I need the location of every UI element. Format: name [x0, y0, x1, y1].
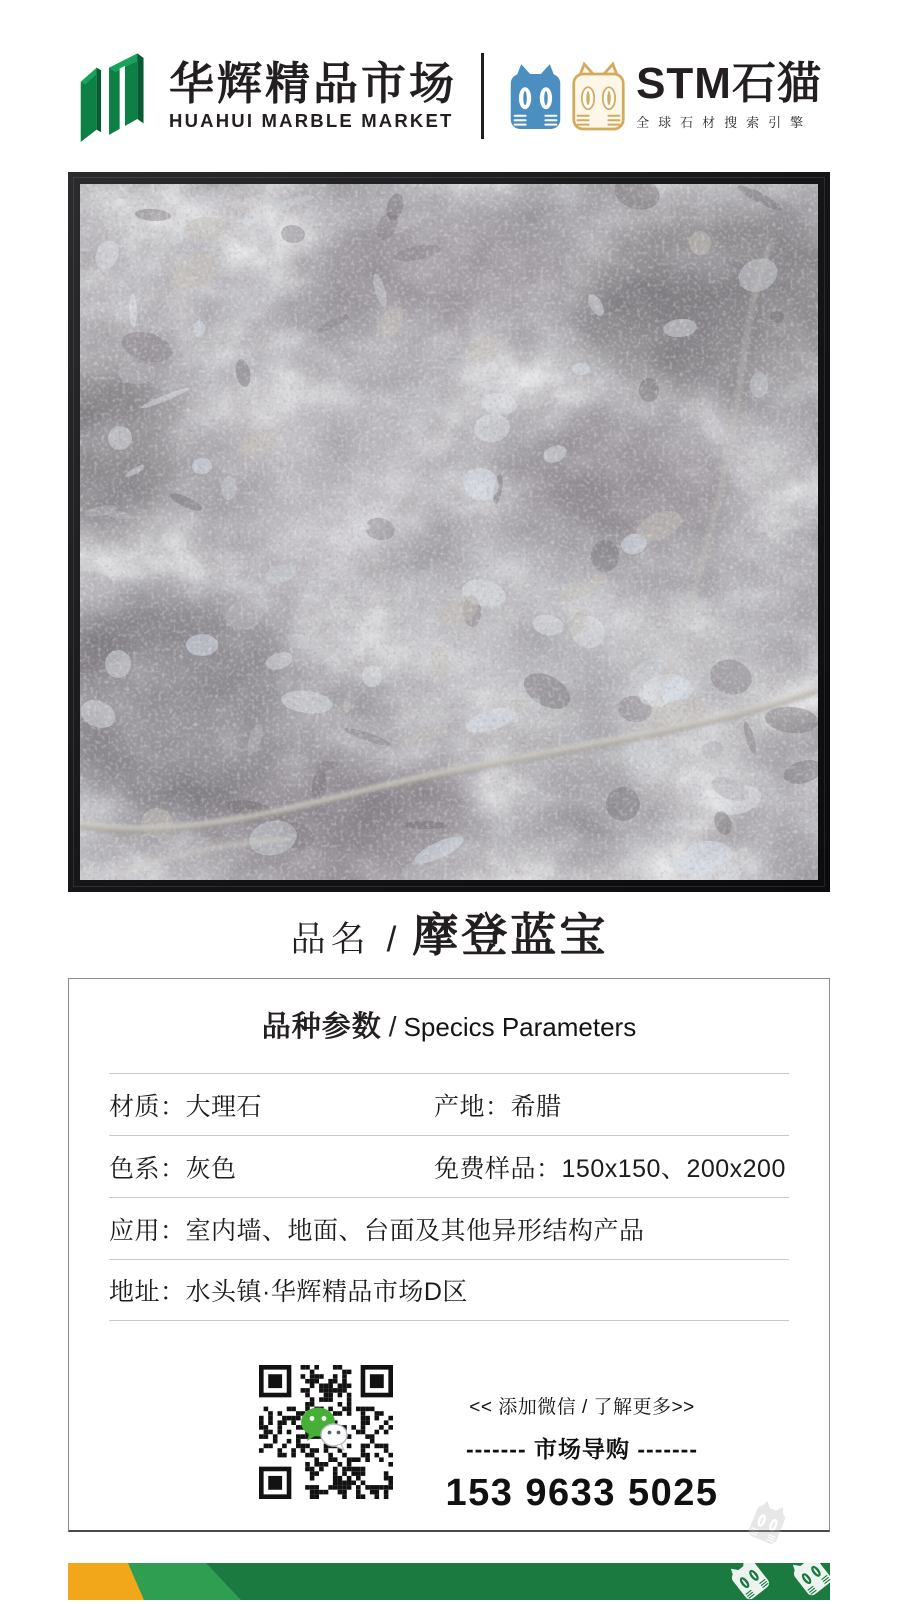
specs-title-en: Specics Parameters — [403, 1012, 637, 1042]
stm-tagline: 全球石材搜索引擎 — [636, 115, 813, 131]
phone-number: 153 9633 5025 — [445, 1472, 719, 1514]
spec-row-application — [109, 1197, 789, 1259]
header-divider — [481, 53, 484, 139]
specs-title-separator: / — [388, 1011, 397, 1042]
cat-icon-blue — [508, 60, 563, 132]
specs-title-cn: 品种参数 — [261, 1011, 382, 1043]
product-name-row — [0, 899, 899, 965]
wechat-qr-code — [255, 1361, 397, 1503]
cat-watermark-icon — [744, 1496, 793, 1548]
brand-title-en: HUAHUI MARBLE MARKET — [169, 110, 454, 132]
wechat-hint-text: << 添加微信 / 了解更多>> — [469, 1397, 695, 1418]
marble-texture — [80, 184, 818, 880]
product-name-label: 品名 — [290, 920, 371, 959]
header — [0, 44, 899, 148]
spec-application: 应用：室内墙、地面、台面及其他异形结构产品 — [109, 1216, 645, 1245]
specs-rows — [109, 1073, 789, 1321]
spec-row-address — [109, 1259, 789, 1321]
product-name-separator: / — [386, 920, 397, 959]
cat-icon-gold — [571, 60, 626, 132]
brand-block — [77, 50, 457, 142]
marble-slab-photo — [68, 172, 830, 892]
market-guide-label: ------- 市场导购 ------- — [465, 1436, 698, 1462]
stm-logo-text: STM石猫 — [636, 58, 822, 108]
specs-panel — [68, 978, 830, 1532]
spec-address: 地址：水头镇·华辉精品市场D区 — [109, 1278, 468, 1306]
specs-title — [69, 1004, 829, 1045]
cat-watermark-icon — [785, 1548, 836, 1600]
footer-stripe — [68, 1563, 830, 1600]
stm-logo-block — [508, 60, 822, 132]
spec-material: 材质：大理石 — [109, 1092, 263, 1121]
spec-row-color-sample — [109, 1135, 789, 1197]
spec-sample: 免费样品：150x150、200x200 — [434, 1154, 786, 1183]
wechat-icon — [299, 1405, 351, 1451]
book-logo-icon — [77, 50, 157, 142]
spec-color: 色系：灰色 — [109, 1154, 237, 1183]
product-name-value: 摩登蓝宝 — [412, 909, 609, 961]
contact-block — [417, 1392, 747, 1515]
brand-title-cn: 华辉精品市场 — [169, 57, 458, 109]
spec-origin: 产地：希腊 — [434, 1092, 562, 1121]
spec-row-material-origin — [109, 1073, 789, 1135]
cat-watermark-icon — [723, 1552, 774, 1604]
